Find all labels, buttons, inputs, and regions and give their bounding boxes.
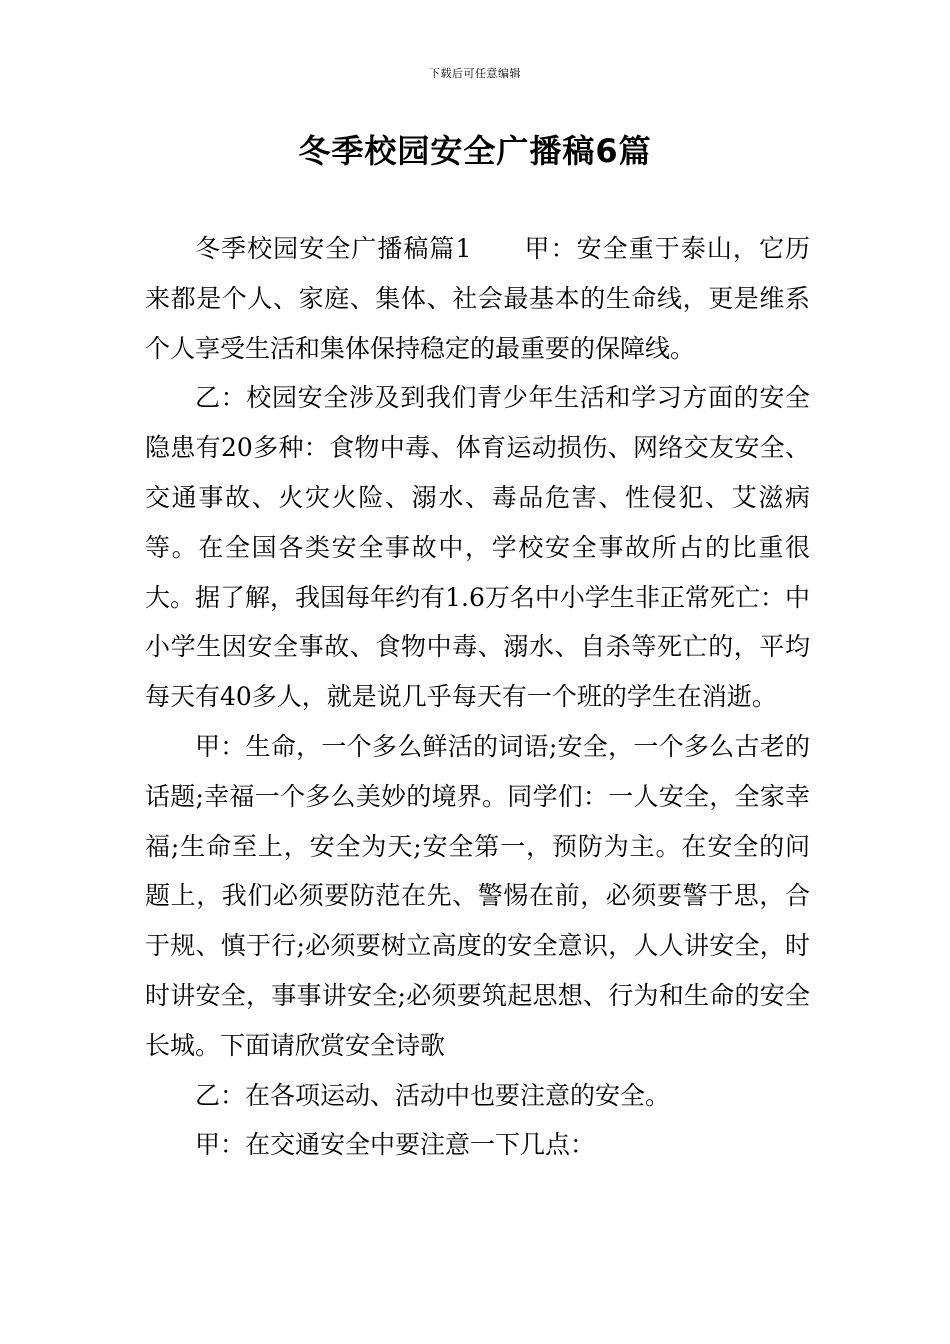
download-editable-note: 下载后可任意编辑 <box>429 67 521 80</box>
document-body <box>145 224 810 1170</box>
paragraph-1: 冬季校园安全广播稿篇1 甲：安全重于泰山，它历来都是个人、家庭、集体、社会最基本的生命线，更是维系个人享受生活和集体保持稳定的最重要的保障线。 <box>145 234 810 363</box>
paragraph-4: 乙：在各项运动、活动中也要注意的安全。 <box>195 1080 671 1110</box>
paragraph-2: 乙：校园安全涉及到我们青少年生活和学习方面的安全隐患有20多种：食物中毒、体育运动损伤、网络交友安全、交通事故、火灾火险、溺水、毒品危害、性侵犯、艾滋病等。在全国各类安全事故中，学校安全事故所占的比重很大。据了解，我国每年约有1.6万名中小学生非正常死亡：中小学生因安全事故、食物中毒、溺水、自杀等死亡的，平均每天有40多人，就是说几乎每天有一个班的学生在消逝。 <box>145 383 810 712</box>
paragraph-5: 甲：在交通安全中要注意一下几点： <box>195 1130 596 1160</box>
document-title: 冬季校园安全广播稿6篇 <box>298 132 652 170</box>
paragraph-3: 甲：生命，一个多么鲜活的词语;安全，一个多么古老的话题;幸福一个多么美妙的境界。同学们：一人安全，全家幸福;生命至上，安全为天;安全第一，预防为主。在安全的问题上，我们必须要防范在先、警惕在前，必须要警于思，合于规、慎于行;必须要树立高度的安全意识，人人讲安全，时时讲安全，事事讲安全;必须要筑起思想、行为和生命的安全长城。下面请欣赏安全诗歌 <box>145 731 810 1060</box>
